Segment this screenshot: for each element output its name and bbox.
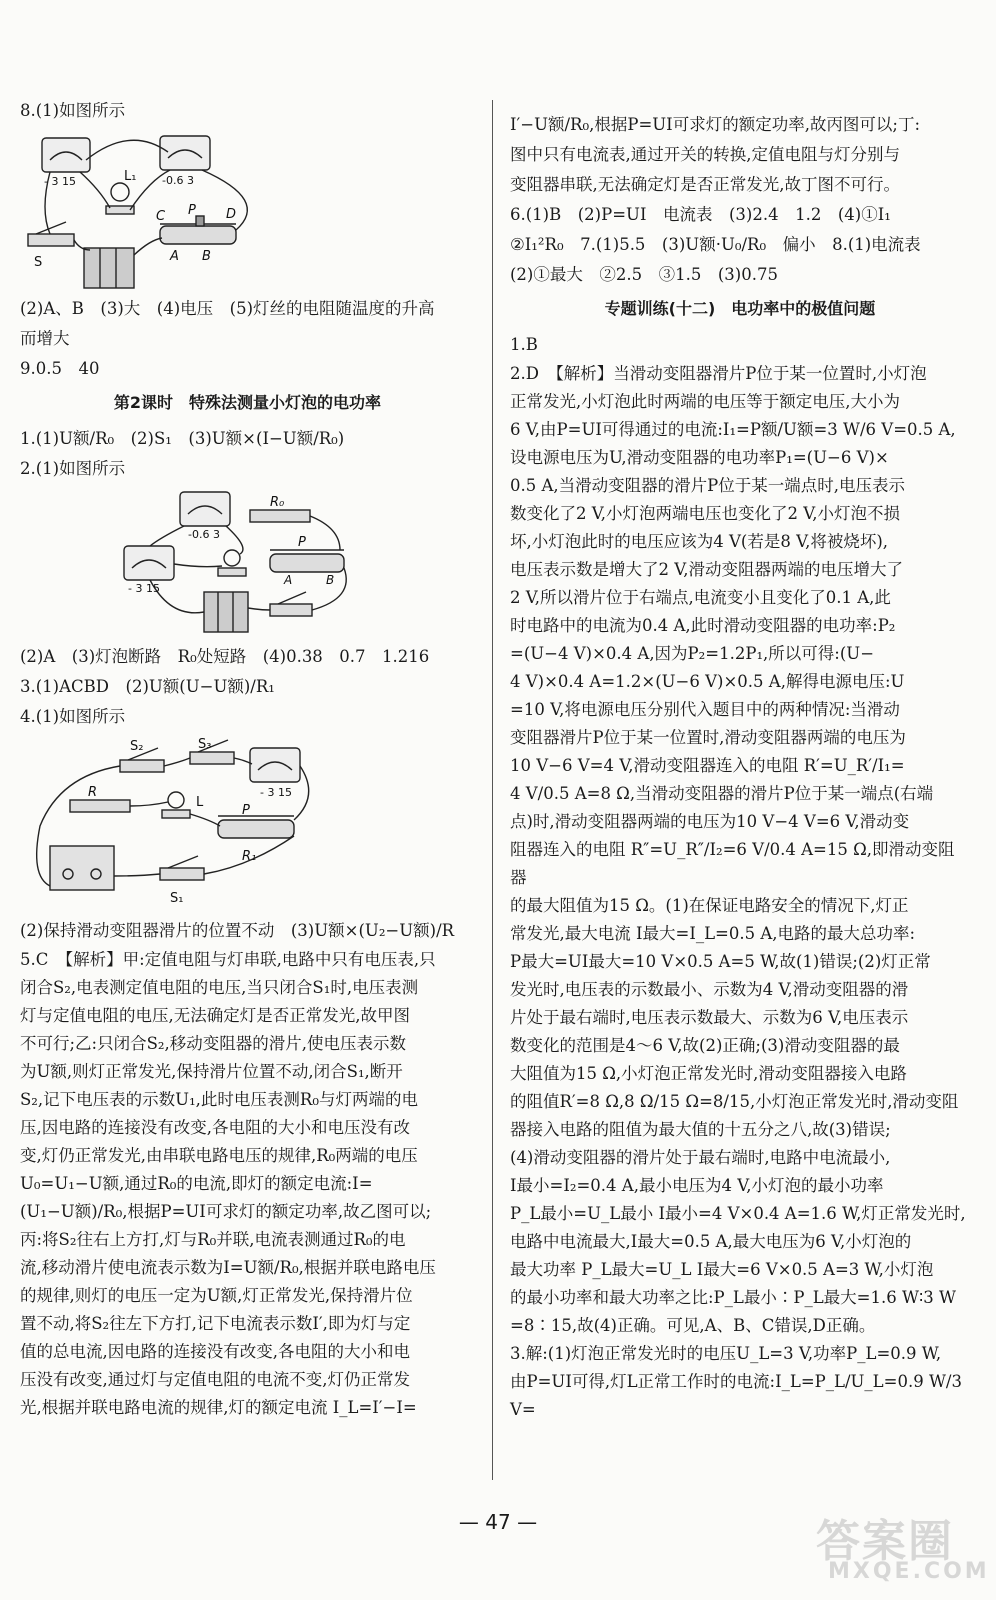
right-column — [510, 110, 970, 1424]
topic12-q3-solution — [510, 1340, 970, 1424]
q2-label-r0: R₀ — [270, 495, 285, 510]
q2-circuit-figure — [120, 488, 475, 638]
q9-answer: 9.0.5 40 — [20, 359, 100, 378]
q4-voltmeter-scale: - 3 15 — [260, 786, 292, 799]
q2-label-a: A — [284, 573, 293, 587]
q8-ammeter-scale: -0.6 3 — [162, 174, 194, 187]
q8-answer-line1: (2)A、B (3)大 (4)电压 (5)灯丝的电阻随温度的升高 — [20, 299, 435, 318]
q8-label-a: A — [170, 249, 179, 264]
topic12-q2-line: 数变化了2 V,小灯泡两端电压也变化了2 V,小灯泡不损 — [510, 504, 901, 523]
lesson2-q3: 3.(1)ACBD (2)U额(U−U额)/R₁ — [20, 677, 275, 696]
q5-line: 丙:将S₂往右上方打,灯与R₀并联,电流表测通过R₀的电 — [20, 1230, 406, 1249]
topic12-q2-line: 最大功率 P_L最大=U_L I最大=6 V×0.5 A=3 W,小灯泡 — [510, 1260, 934, 1279]
q5-line: 闭合S₂,电表测定值电阻的电压,当只闭合S₁时,电压表测 — [20, 978, 419, 997]
topic12-q2-line: 6 V,由P=UI可得通过的电流:I₁=P额/U额=3 W/6 V=0.5 A, — [510, 420, 956, 439]
watermark-url: MXQE.COM — [828, 1559, 990, 1584]
q5-line: 压没有改变,通过灯与定值电阻的电流不变,灯仍正常发 — [20, 1370, 410, 1389]
q5-cont-line: 图中只有电流表,通过开关的转换,定值电阻与灯分别与 — [510, 145, 900, 164]
q6-8-answers — [510, 200, 970, 290]
q6-line: (2)①最大 ②2.5 ③1.5 (3)0.75 — [510, 265, 778, 284]
q8-label-b: B — [202, 249, 211, 264]
topic12-q2-line: 常发光,最大电流 I最大=I_L=0.5 A,电路的最大总功率: — [510, 924, 916, 943]
topic12-q2-line: I最小=I₂=0.4 A,最小电压为4 V,小灯泡的最小功率 — [510, 1176, 884, 1195]
topic12-q2-line: 正常发光,小灯泡此时两端的电压等于额定电压,大小为 — [510, 392, 900, 411]
topic12-q2-line: 大阻值为15 Ω,小灯泡正常发光时,滑动变阻器接入电路 — [510, 1064, 907, 1083]
topic12-q2-line: 时电路中的电流为0.4 A,此时滑动变阻器的电功率:P₂ — [510, 616, 896, 635]
lesson2-q2-answer: (2)A (3)灯泡断路 R₀处短路 (4)0.38 0.7 1.216 — [20, 647, 430, 666]
q4-label-s3: S₃ — [198, 737, 212, 752]
q8-label-s: S — [34, 255, 43, 270]
q4-label-p: P — [242, 803, 250, 818]
q5-continuation — [510, 110, 970, 200]
topic12-q1: 1.B — [510, 335, 538, 354]
topic12-q2-line: 阻器连入的电阻 R″=U_R″/I₂=6 V/0.4 A=15 Ω,即滑动变阻器 — [510, 840, 955, 887]
topic12-q2-line: 2 V,所以滑片位于右端点,电流变小且变化了0.1 A,此 — [510, 588, 891, 607]
q5-line: 的规律,则灯的电压一定为U额,灯正常发光,保持滑片位 — [20, 1286, 413, 1305]
topic12-q2-line: 数变化的范围是4～6 V,故(2)正确;(3)滑动变阻器的最 — [510, 1036, 900, 1055]
q5-line: 灯与定值电阻的电压,无法确定灯是否正常发光,故甲图 — [20, 1006, 410, 1025]
lesson2-q4-answer: (2)保持滑动变阻器滑片的位置不动 (3)U额×(U₂−U额)/R — [20, 921, 455, 940]
topic12-q2-line: 电路中电流最大,I最大=0.5 A,最大电压为6 V,小灯泡的 — [510, 1232, 912, 1251]
topic12-q2-line: 设电源电压为U,滑动变阻器的电功率P₁=(U−6 V)× — [510, 448, 889, 467]
q2-ammeter-scale: -0.6 3 — [188, 528, 220, 541]
q5-line: 置不动,将S₂往左下方打,记下电流表示数I′,即为灯与定 — [20, 1314, 411, 1333]
q2-voltmeter-scale: - 3 15 — [128, 582, 160, 595]
q5-line: U₀=U₁−U额,通过R₀的电流,即灯的额定电流:I= — [20, 1174, 373, 1193]
q5-line: 值的总电流,因电路的连接没有改变,各电阻的大小和电 — [20, 1342, 410, 1361]
q5-explanation — [20, 946, 475, 1422]
topic12-q2-line: =8∶15,故(4)正确。可见,A、B、C错误,D正确。 — [510, 1316, 876, 1335]
q5-line: S₂,记下电压表的示数U₁,此时电压表测R₀与灯两端的电 — [20, 1090, 418, 1109]
q4-circuit-figure — [20, 736, 475, 912]
q8-circuit-figure — [20, 130, 475, 290]
q5-line: 5.C 【解析】甲:定值电阻与灯串联,电路中只有电压表,只 — [20, 950, 436, 969]
watermark-logo — [806, 1505, 990, 1590]
topic12-q2-line: 电压表示数是增大了2 V,滑动变阻器两端的电压增大了 — [510, 560, 904, 579]
q4-label-r1: R₁ — [242, 849, 257, 864]
topic12-q2-explanation — [510, 360, 970, 1340]
q5-line: 流,移动滑片使电流表示数为I=U额/R₀,根据并联电路电压 — [20, 1258, 436, 1277]
topic12-q2-line: 片处于最右端时,电压表示数最大、示数为6 V,电压表示 — [510, 1008, 909, 1027]
topic12-q2-line: (4)滑动变阻器的滑片处于最右端时,电路中电流最小, — [510, 1148, 891, 1167]
lesson2-heading: 第2课时 特殊法测量小灯泡的电功率 — [113, 393, 382, 412]
topic12-q2-line: P最大=UI最大=10 V×0.5 A=5 W,故(1)错误;(2)灯正常 — [510, 952, 931, 971]
watermark-text: 答案圈 — [816, 1516, 954, 1567]
q5-line: 不可行;乙:只闭合S₂,移动变阻器的滑片,使电压表示数 — [20, 1034, 407, 1053]
q4-label-s1: S₁ — [170, 891, 184, 906]
topic12-q2-line: 4 V)×0.4 A=1.2×(U−6 V)×0.5 A,解得电源电压:U — [510, 672, 905, 691]
topic12-heading: 专题训练(十二) 电功率中的极值问题 — [604, 299, 876, 318]
q5-line: 为U额,则灯正常发光,保持滑片位置不动,闭合S₁,断开 — [20, 1062, 403, 1081]
q2-label-p: P — [298, 535, 306, 550]
topic12-q2-line: =10 V,将电源电压分别代入题目中的两种情况:当滑动 — [510, 700, 900, 719]
topic12-q2-line: 的阻值R′=8 Ω,8 Ω/15 Ω=8/15,小灯泡正常发光时,滑动变阻 — [510, 1092, 959, 1111]
topic12-q3-line: 由P=UI可得,灯L正常工作时的电流:I_L=P_L/U_L=0.9 W/3 V= — [510, 1372, 962, 1419]
topic12-q2-line: 坏,小灯泡此时的电压应该为4 V(若是8 V,将被烧坏), — [510, 532, 889, 551]
q5-line: 压,因电路的连接没有改变,各电阻的大小和电压没有改 — [20, 1118, 410, 1137]
topic12-q2-line: 0.5 A,当滑动变阻器的滑片P位于某一端点时,电压表示 — [510, 476, 905, 495]
q4-label-l: L — [196, 795, 204, 810]
topic12-q2-line: 点)时,滑动变阻器两端的电压为10 V−4 V=6 V,滑动变 — [510, 812, 910, 831]
left-column — [20, 96, 475, 1422]
q8-label-d: D — [226, 207, 237, 222]
q8-title: 8.(1)如图所示 — [20, 101, 126, 120]
q8-label-p: P — [188, 203, 196, 218]
q4-label-s2: S₂ — [130, 739, 144, 754]
topic12-q2-line: =(U−4 V)×0.4 A,因为P₂=1.2P₁,所以可得:(U− — [510, 644, 875, 663]
q5-line: (U₁−U额)/R₀,根据P=UI可求灯的额定功率,故乙图可以; — [20, 1202, 432, 1221]
q5-line: 光,根据并联电路电流的规律,灯的额定电流 I_L=I′−I= — [20, 1398, 417, 1417]
q8-label-l1: L₁ — [124, 169, 137, 184]
topic12-q2-line: 4 V/0.5 A=8 Ω,当滑动变阻器的滑片P位于某一端点(右端 — [510, 784, 934, 803]
page-number: — 47 — — [458, 1510, 538, 1534]
topic12-q2-line: 的最大阻值为15 Ω。(1)在保证电路安全的情况下,灯正 — [510, 896, 909, 915]
column-divider — [492, 100, 493, 1480]
topic12-q2-line: P_L最小=U_L最小 I最小=4 V×0.4 A=1.6 W,灯正常发光时, — [510, 1204, 966, 1223]
q8-voltmeter-scale: - 3 15 — [44, 175, 76, 188]
lesson2-q2-title: 2.(1)如图所示 — [20, 459, 126, 478]
topic12-q2-line: 发光时,电压表的示数最小、示数为4 V,滑动变阻器的滑 — [510, 980, 909, 999]
q8-answer-line2: 而增大 — [20, 329, 70, 348]
topic12-q2-line: 2.D 【解析】当滑动变阻器滑片P位于某一位置时,小灯泡 — [510, 364, 927, 383]
topic12-q2-line: 10 V−6 V=4 V,滑动变阻器连入的电阻 R′=U_R′/I₁= — [510, 756, 905, 775]
q5-line: 变,灯仍正常发光,由串联电路电压的规律,R₀两端的电压 — [20, 1146, 418, 1165]
q6-line: 6.(1)B (2)P=UI 电流表 (3)2.4 1.2 (4)①I₁ — [510, 205, 891, 224]
topic12-q2-line: 的最小功率和最大功率之比:P_L最小∶P_L最大=1.6 W∶3 W — [510, 1288, 956, 1307]
q6-line: ②I₁²R₀ 7.(1)5.5 (3)U额·U₀/R₀ 偏小 8.(1)电流表 — [510, 235, 921, 254]
lesson2-q1: 1.(1)U额/R₀ (2)S₁ (3)U额×(I−U额/R₀) — [20, 429, 345, 448]
topic12-q3-line: 3.解:(1)灯泡正常发光时的电压U_L=3 V,功率P_L=0.9 W, — [510, 1344, 942, 1363]
lesson2-q4-title: 4.(1)如图所示 — [20, 707, 126, 726]
q5-cont-line: I′−U额/R₀,根据P=UI可求灯的额定功率,故丙图可以;丁: — [510, 115, 921, 134]
q4-label-r: R — [88, 785, 98, 800]
q8-label-c: C — [156, 209, 166, 224]
q5-cont-line: 变阻器串联,无法确定灯是否正常发光,故丁图不可行。 — [510, 175, 900, 194]
topic12-q2-line: 变阻器滑片P位于某一位置时,滑动变阻器两端的电压为 — [510, 728, 906, 747]
topic12-q2-line: 器接入电路的阻值为最大值的十五分之八,故(3)错误; — [510, 1120, 891, 1139]
q2-label-b: B — [326, 573, 335, 587]
